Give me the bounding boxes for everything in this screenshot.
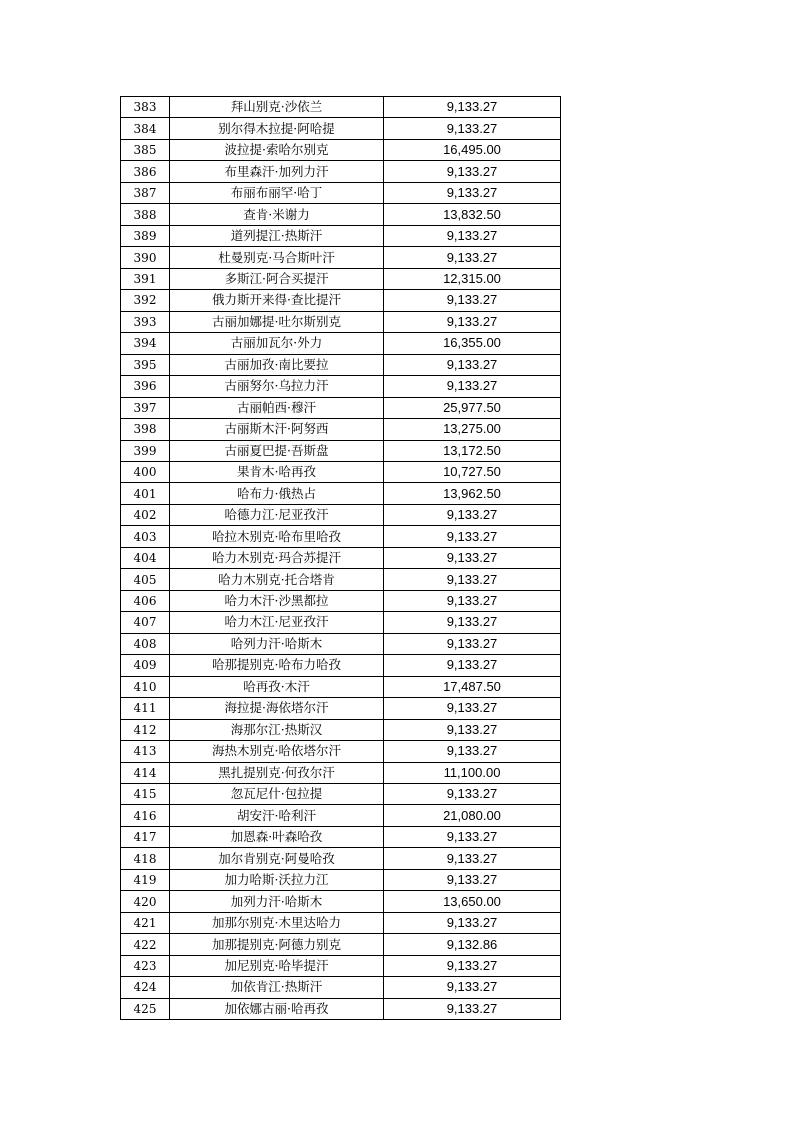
table-row <box>121 161 561 182</box>
table-row <box>121 118 561 139</box>
table-row <box>121 182 561 203</box>
amount-cell: 9,133.27 <box>384 977 561 998</box>
amount-cell: 17,487.50 <box>384 676 561 697</box>
name-cell: 加列力汗·哈斯木 <box>170 891 384 912</box>
roster-table <box>120 96 561 1020</box>
table-row <box>121 848 561 869</box>
amount-cell: 9,133.27 <box>384 655 561 676</box>
table-row <box>121 204 561 225</box>
name-cell: 拜山别克·沙依兰 <box>170 97 384 118</box>
table-row <box>121 290 561 311</box>
table-row <box>121 247 561 268</box>
amount-cell: 9,133.27 <box>384 719 561 740</box>
row-number-cell: 394 <box>121 333 170 354</box>
table-row <box>121 311 561 332</box>
amount-cell: 9,133.27 <box>384 225 561 246</box>
row-number-cell: 389 <box>121 225 170 246</box>
amount-cell: 13,650.00 <box>384 891 561 912</box>
row-number-cell: 405 <box>121 569 170 590</box>
amount-cell: 9,133.27 <box>384 376 561 397</box>
row-number-cell: 408 <box>121 633 170 654</box>
table-row <box>121 655 561 676</box>
row-number-cell: 401 <box>121 483 170 504</box>
name-cell: 哈列力汗·哈斯木 <box>170 633 384 654</box>
table-row <box>121 805 561 826</box>
row-number-cell: 386 <box>121 161 170 182</box>
table-row <box>121 612 561 633</box>
row-number-cell: 415 <box>121 784 170 805</box>
row-number-cell: 414 <box>121 762 170 783</box>
row-number-cell: 390 <box>121 247 170 268</box>
row-number-cell: 413 <box>121 741 170 762</box>
row-number-cell: 397 <box>121 397 170 418</box>
amount-cell: 9,133.27 <box>384 247 561 268</box>
name-cell: 波拉提·索哈尔别克 <box>170 139 384 160</box>
name-cell: 海热木别克·哈依塔尔汗 <box>170 741 384 762</box>
row-number-cell: 412 <box>121 719 170 740</box>
table-row <box>121 139 561 160</box>
name-cell: 古丽加孜·南比要拉 <box>170 354 384 375</box>
amount-cell: 21,080.00 <box>384 805 561 826</box>
amount-cell: 9,133.27 <box>384 912 561 933</box>
name-cell: 多斯江·阿合买提汗 <box>170 268 384 289</box>
name-cell: 加尼别克·哈毕提汗 <box>170 955 384 976</box>
name-cell: 古丽夏巴提·吾斯盘 <box>170 440 384 461</box>
amount-cell: 13,275.00 <box>384 419 561 440</box>
row-number-cell: 385 <box>121 139 170 160</box>
row-number-cell: 416 <box>121 805 170 826</box>
table-row <box>121 826 561 847</box>
amount-cell: 13,172.50 <box>384 440 561 461</box>
table-row <box>121 998 561 1019</box>
amount-cell: 9,133.27 <box>384 97 561 118</box>
name-cell: 哈力木别克·托合塔肯 <box>170 569 384 590</box>
amount-cell: 9,133.27 <box>384 182 561 203</box>
table-row <box>121 225 561 246</box>
row-number-cell: 409 <box>121 655 170 676</box>
name-cell: 海那尔江·热斯汉 <box>170 719 384 740</box>
name-cell: 哈力木别克·玛合苏提汗 <box>170 547 384 568</box>
amount-cell: 11,100.00 <box>384 762 561 783</box>
amount-cell: 9,133.27 <box>384 590 561 611</box>
amount-cell: 16,495.00 <box>384 139 561 160</box>
table-row <box>121 784 561 805</box>
name-cell: 加依肯江·热斯汗 <box>170 977 384 998</box>
amount-cell: 9,133.27 <box>384 290 561 311</box>
table-row <box>121 869 561 890</box>
table-row <box>121 97 561 118</box>
row-number-cell: 402 <box>121 504 170 525</box>
roster-table-body <box>121 97 561 1020</box>
amount-cell: 9,133.27 <box>384 569 561 590</box>
row-number-cell: 384 <box>121 118 170 139</box>
amount-cell: 9,133.27 <box>384 161 561 182</box>
table-row <box>121 934 561 955</box>
row-number-cell: 410 <box>121 676 170 697</box>
name-cell: 哈再孜·木汗 <box>170 676 384 697</box>
name-cell: 加依娜古丽·哈再孜 <box>170 998 384 1019</box>
amount-cell: 9,133.27 <box>384 998 561 1019</box>
row-number-cell: 391 <box>121 268 170 289</box>
name-cell: 布里森汗·加列力汗 <box>170 161 384 182</box>
table-row <box>121 419 561 440</box>
row-number-cell: 420 <box>121 891 170 912</box>
table-row <box>121 955 561 976</box>
table-row <box>121 590 561 611</box>
name-cell: 杜曼别克·马合斯叶汗 <box>170 247 384 268</box>
amount-cell: 9,133.27 <box>384 311 561 332</box>
row-number-cell: 418 <box>121 848 170 869</box>
name-cell: 古丽斯木汗·阿努西 <box>170 419 384 440</box>
name-cell: 加恩森·叶森哈孜 <box>170 826 384 847</box>
table-row <box>121 376 561 397</box>
amount-cell: 13,832.50 <box>384 204 561 225</box>
row-number-cell: 423 <box>121 955 170 976</box>
table-row <box>121 912 561 933</box>
row-number-cell: 417 <box>121 826 170 847</box>
amount-cell: 9,133.27 <box>384 826 561 847</box>
table-row <box>121 461 561 482</box>
table-row <box>121 547 561 568</box>
amount-cell: 9,133.27 <box>384 955 561 976</box>
table-row <box>121 676 561 697</box>
row-number-cell: 383 <box>121 97 170 118</box>
row-number-cell: 403 <box>121 526 170 547</box>
name-cell: 胡安汗·哈利汗 <box>170 805 384 826</box>
amount-cell: 9,133.27 <box>384 547 561 568</box>
row-number-cell: 406 <box>121 590 170 611</box>
amount-cell: 9,133.27 <box>384 741 561 762</box>
name-cell: 加力哈斯·沃拉力江 <box>170 869 384 890</box>
amount-cell: 12,315.00 <box>384 268 561 289</box>
row-number-cell: 388 <box>121 204 170 225</box>
table-row <box>121 397 561 418</box>
row-number-cell: 400 <box>121 461 170 482</box>
row-number-cell: 425 <box>121 998 170 1019</box>
name-cell: 古丽帕西·穆汗 <box>170 397 384 418</box>
row-number-cell: 404 <box>121 547 170 568</box>
amount-cell: 9,133.27 <box>384 504 561 525</box>
row-number-cell: 419 <box>121 869 170 890</box>
name-cell: 加尔肯别克·阿曼哈孜 <box>170 848 384 869</box>
table-row <box>121 891 561 912</box>
row-number-cell: 424 <box>121 977 170 998</box>
amount-cell: 9,133.27 <box>384 869 561 890</box>
row-number-cell: 411 <box>121 698 170 719</box>
amount-cell: 13,962.50 <box>384 483 561 504</box>
row-number-cell: 407 <box>121 612 170 633</box>
table-row <box>121 440 561 461</box>
name-cell: 哈布力·俄热占 <box>170 483 384 504</box>
amount-cell: 9,133.27 <box>384 698 561 719</box>
table-row <box>121 504 561 525</box>
name-cell: 俄力斯开来得·查比提汗 <box>170 290 384 311</box>
amount-cell: 9,133.27 <box>384 118 561 139</box>
name-cell: 海拉提·海依塔尔汗 <box>170 698 384 719</box>
name-cell: 加那提别克·阿德力别克 <box>170 934 384 955</box>
table-row <box>121 698 561 719</box>
table-row <box>121 483 561 504</box>
name-cell: 布丽布丽罕·哈丁 <box>170 182 384 203</box>
amount-cell: 9,133.27 <box>384 354 561 375</box>
row-number-cell: 398 <box>121 419 170 440</box>
row-number-cell: 422 <box>121 934 170 955</box>
amount-cell: 25,977.50 <box>384 397 561 418</box>
row-number-cell: 387 <box>121 182 170 203</box>
name-cell: 哈德力江·尼亚孜汗 <box>170 504 384 525</box>
name-cell: 古丽加娜提·吐尔斯别克 <box>170 311 384 332</box>
name-cell: 哈拉木别克·哈布里哈孜 <box>170 526 384 547</box>
name-cell: 查肯·米谢力 <box>170 204 384 225</box>
table-row <box>121 268 561 289</box>
table-row <box>121 633 561 654</box>
amount-cell: 9,133.27 <box>384 784 561 805</box>
amount-cell: 9,132.86 <box>384 934 561 955</box>
row-number-cell: 395 <box>121 354 170 375</box>
amount-cell: 9,133.27 <box>384 633 561 654</box>
amount-cell: 16,355.00 <box>384 333 561 354</box>
table-row <box>121 569 561 590</box>
name-cell: 道列提江·热斯汗 <box>170 225 384 246</box>
name-cell: 果肯木·哈再孜 <box>170 461 384 482</box>
table-row <box>121 741 561 762</box>
amount-cell: 9,133.27 <box>384 848 561 869</box>
name-cell: 忽瓦尼什·包拉提 <box>170 784 384 805</box>
table-row <box>121 526 561 547</box>
row-number-cell: 392 <box>121 290 170 311</box>
row-number-cell: 421 <box>121 912 170 933</box>
name-cell: 哈力木汗·沙黑都拉 <box>170 590 384 611</box>
amount-cell: 10,727.50 <box>384 461 561 482</box>
name-cell: 黑扎提别克·何孜尔汗 <box>170 762 384 783</box>
table-row <box>121 762 561 783</box>
row-number-cell: 393 <box>121 311 170 332</box>
name-cell: 古丽加瓦尔·外力 <box>170 333 384 354</box>
row-number-cell: 396 <box>121 376 170 397</box>
table-row <box>121 354 561 375</box>
table-row <box>121 333 561 354</box>
name-cell: 别尔得木拉提·阿哈提 <box>170 118 384 139</box>
name-cell: 古丽努尔·乌拉力汗 <box>170 376 384 397</box>
table-row <box>121 977 561 998</box>
name-cell: 哈力木江·尼亚孜汗 <box>170 612 384 633</box>
amount-cell: 9,133.27 <box>384 612 561 633</box>
row-number-cell: 399 <box>121 440 170 461</box>
name-cell: 哈那提别克·哈布力哈孜 <box>170 655 384 676</box>
name-cell: 加那尔别克·木里达哈力 <box>170 912 384 933</box>
amount-cell: 9,133.27 <box>384 526 561 547</box>
table-row <box>121 719 561 740</box>
